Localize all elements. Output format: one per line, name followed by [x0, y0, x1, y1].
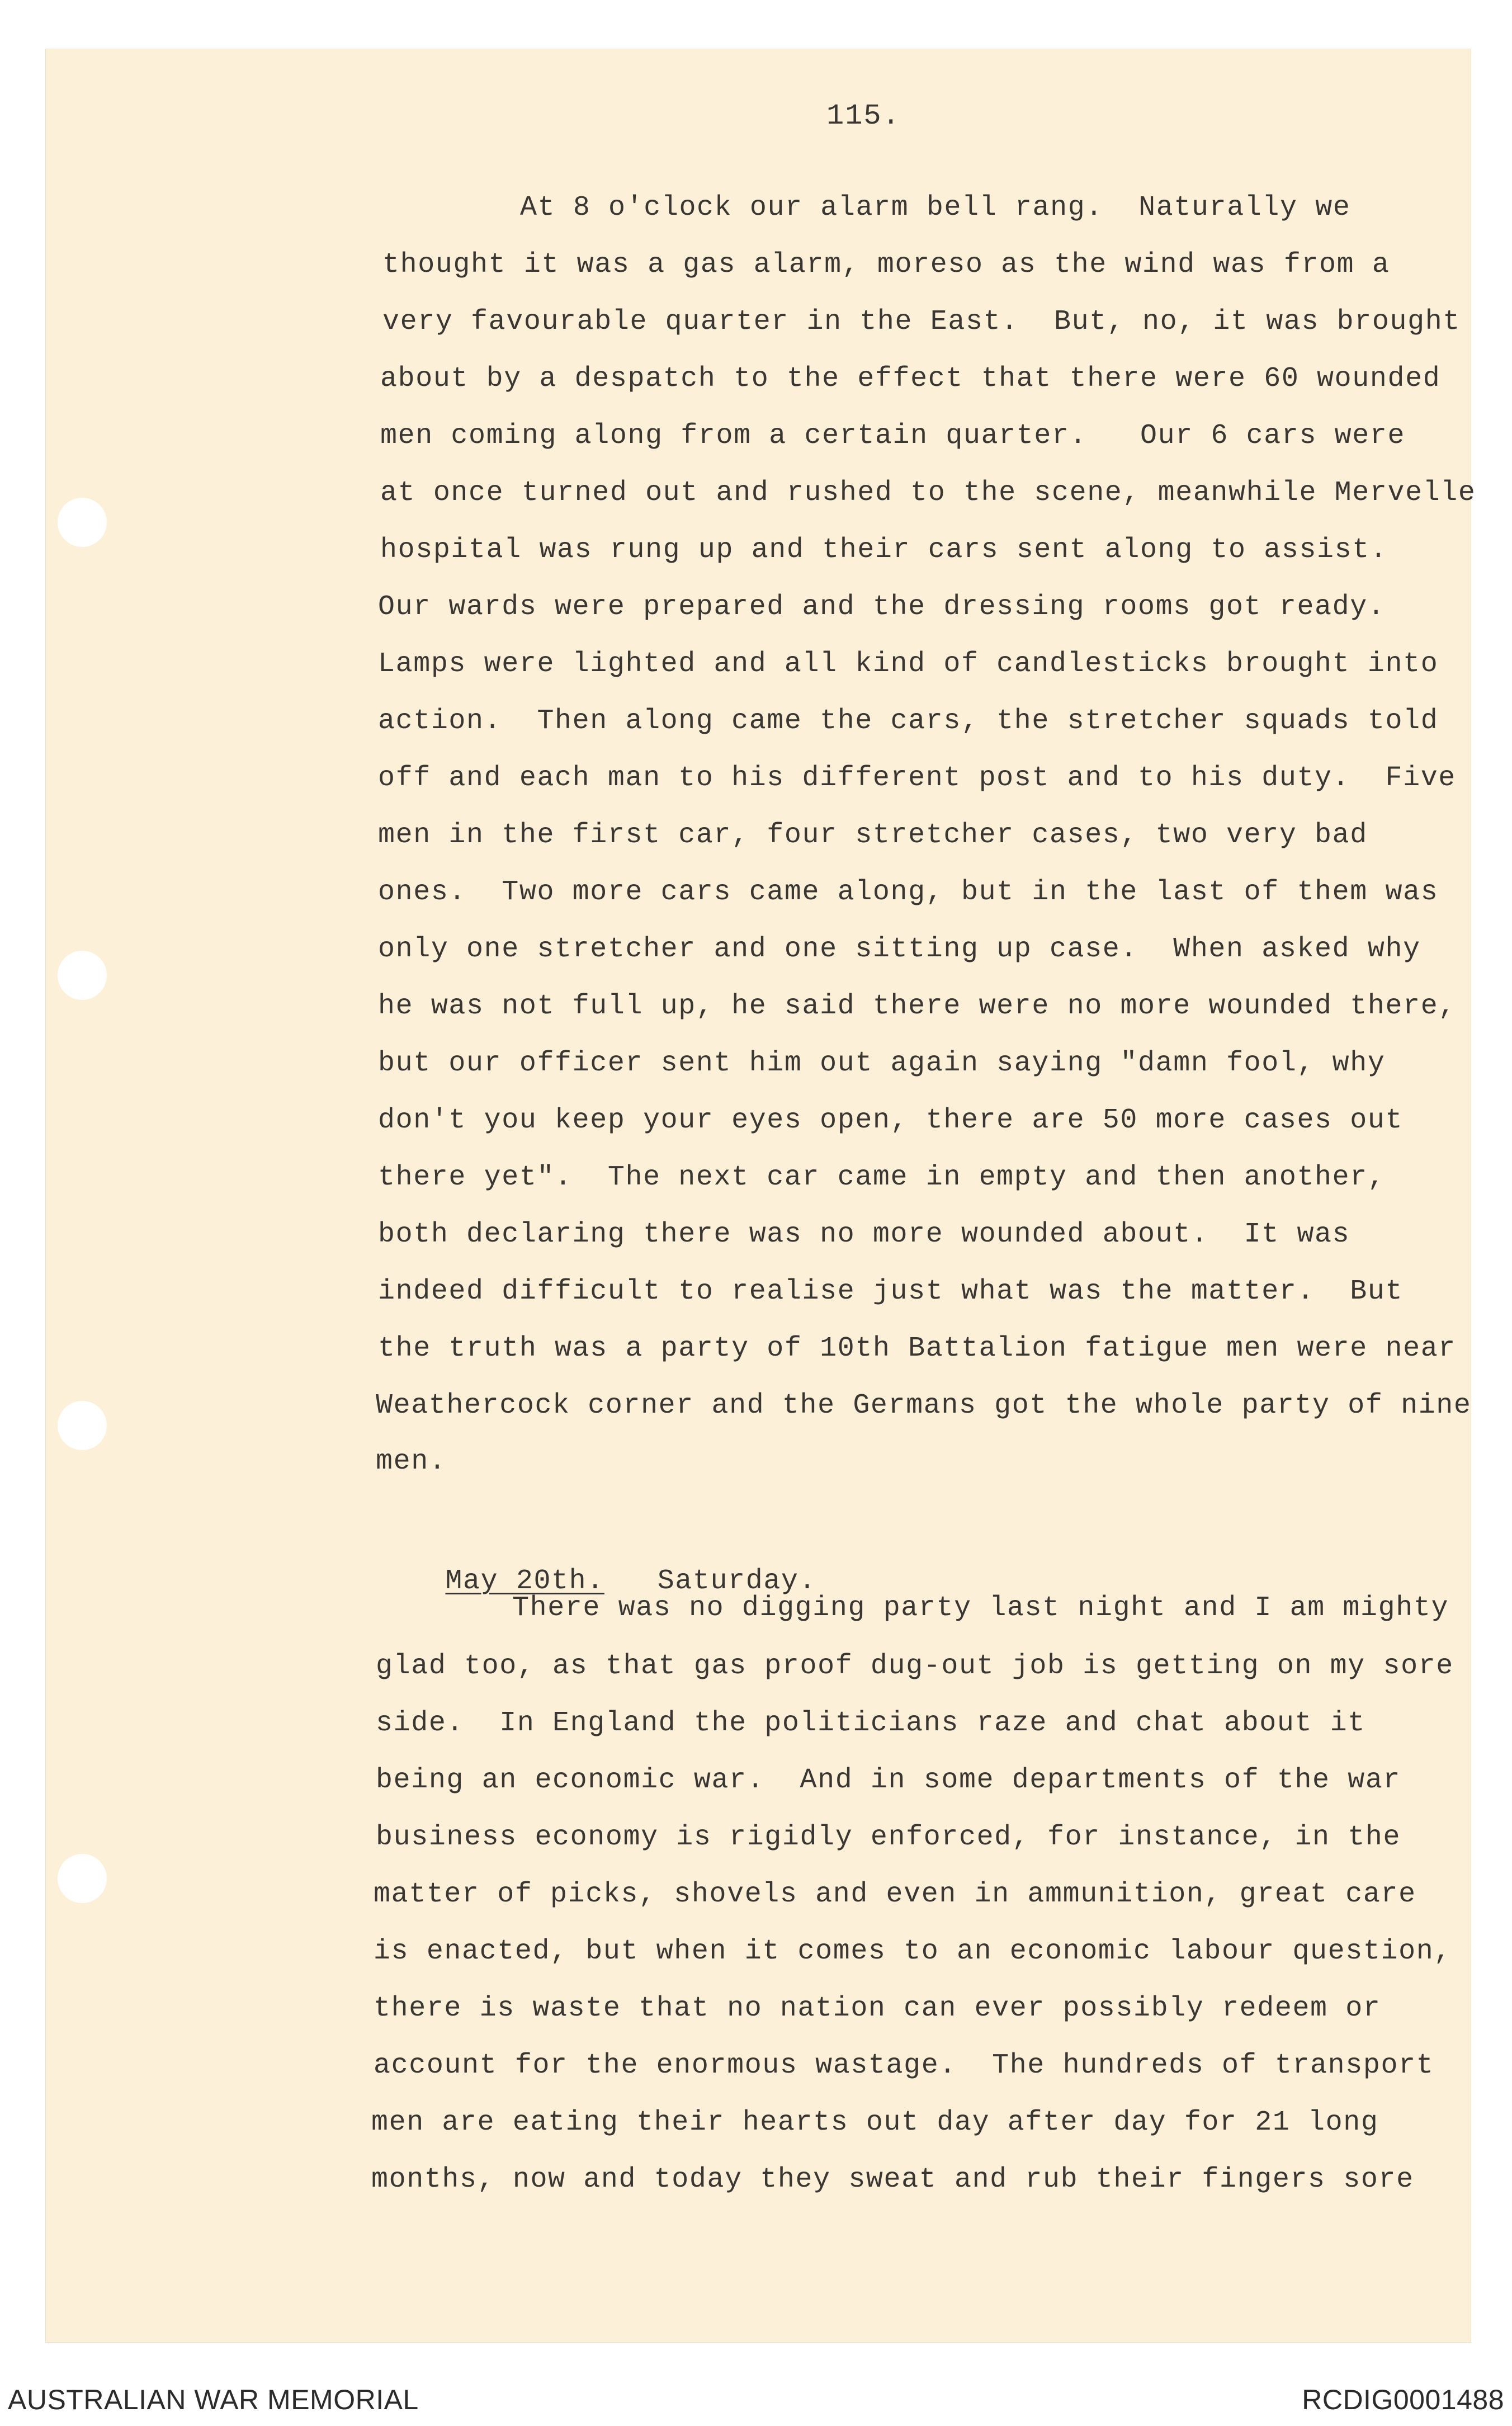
text-line: there yet". The next car came in empty and then another, [378, 1162, 1386, 1193]
text-line: at once turned out and rushed to the scene, meanwhile Mervelle [380, 477, 1476, 509]
text-line: is enacted, but when it comes to an economic labour question, [374, 1936, 1452, 1967]
text-line: There was no digging party last night and I am mighty [512, 1592, 1449, 1624]
text-line: account for the enormous wastage. The hundreds of transport [374, 2050, 1434, 2082]
text-line: there is waste that no nation can ever possibly redeem or [374, 1993, 1381, 2024]
text-line: Weathercock corner and the Germans got the whole party of nine [376, 1390, 1472, 1422]
text-line: Lamps were lighted and all kind of candlesticks brought into [378, 648, 1439, 680]
text-line: hospital was rung up and their cars sent along to assist. [380, 534, 1388, 566]
text-line: off and each man to his different post and to his duty. Five [378, 762, 1456, 794]
text-line: months, now and today they sweat and rub their fingers sore [371, 2164, 1414, 2196]
text-line: very favourable quarter in the East. But, no, it was brought [382, 306, 1461, 338]
text-line: men in the first car, four stretcher cases, two very bad [378, 819, 1368, 851]
text-line: men coming along from a certain quarter. Our 6 cars were [380, 420, 1406, 452]
text-line: about by a despatch to the effect that there were 60 wounded [380, 363, 1441, 395]
text-line: only one stretcher and one sitting up case. When asked why [378, 933, 1421, 965]
page-number: 115. [826, 100, 901, 133]
text-line: men are eating their hearts out day after day for 21 long [371, 2107, 1379, 2139]
text-line: the truth was a party of 10th Battalion fatigue men were near [378, 1333, 1456, 1365]
text-line: At 8 o'clock our alarm bell rang. Naturally we [520, 192, 1351, 224]
text-line: he was not full up, he said there were no more wounded there, [378, 990, 1456, 1022]
text-line: men. [376, 1446, 447, 1478]
text-line: matter of picks, shovels and even in ammunition, great care [374, 1879, 1416, 1910]
text-line: Our wards were prepared and the dressing rooms got ready. [378, 591, 1386, 623]
entry-day: Saturday. [657, 1565, 817, 1597]
text-line: side. In England the politicians raze and chat about it [376, 1707, 1365, 1739]
text-line: ones. Two more cars came along, but in the last of them was [378, 876, 1439, 908]
footer-record-id: RCDIG0001488 [1302, 2384, 1504, 2415]
text-line: both declaring there was no more wounded about. It was [378, 1219, 1350, 1250]
footer-institution: AUSTRALIAN WAR MEMORIAL [8, 2384, 419, 2415]
entry-date: May 20th. [445, 1565, 604, 1597]
text-line: being an economic war. And in some departments of the war [376, 1764, 1401, 1796]
text-line: thought it was a gas alarm, moreso as the wind was from a [382, 249, 1390, 281]
text-line: indeed difficult to realise just what was the matter. But [378, 1276, 1404, 1308]
text-line: action. Then along came the cars, the stretcher squads told [378, 705, 1439, 737]
text-line: glad too, as that gas proof dug-out job is getting on my sore [376, 1650, 1454, 1682]
text-line: business economy is rigidly enforced, for instance, in the [376, 1821, 1401, 1853]
text-line: but our officer sent him out again saying "damn fool, why [378, 1047, 1386, 1079]
text-line: don't you keep your eyes open, there are 50 more cases out [378, 1105, 1404, 1136]
